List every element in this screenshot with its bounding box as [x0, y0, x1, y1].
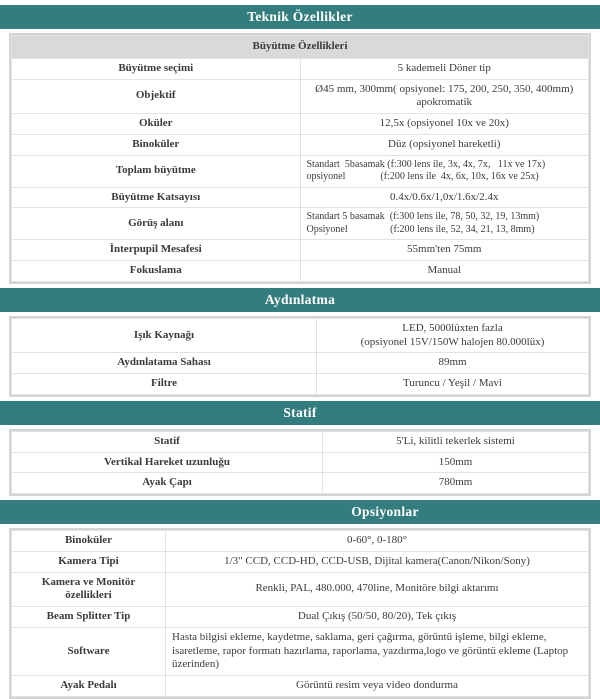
options-spec-table — [9, 528, 591, 699]
spec-label-gorus-alani: Görüş alanı — [12, 208, 300, 239]
spec-label-interpupil-mesafesi: İnterpupil Mesafesi — [12, 240, 300, 260]
illumination-spec-table — [9, 316, 591, 397]
table-row — [12, 319, 588, 353]
table-row — [12, 188, 588, 208]
subheader-buyutme-ozellikleri: Büyütme Özellikleri — [12, 36, 588, 58]
page-title: Teknik Özellikler — [247, 9, 353, 24]
table-row — [12, 473, 588, 493]
spec-label-statif: Statif — [12, 432, 322, 452]
table-row — [12, 261, 588, 281]
section-title: Aydınlatma — [264, 291, 336, 307]
spec-label-aydinlatama-sahasi: Aydınlatama Sahası — [12, 353, 316, 373]
spec-value: 150mm — [323, 453, 588, 473]
table-row — [12, 676, 588, 696]
section-header-statif — [0, 401, 600, 425]
section-title: Statif — [283, 404, 317, 420]
spec-value: Görüntü resim veya video dondurma — [166, 676, 588, 696]
spec-value: Dual Çıkış (50/50, 80/20), Tek çıkış — [166, 607, 588, 627]
spec-value: Renkli, PAL, 480.000, 470line, Monitöre bilgi aktarımı — [166, 573, 588, 607]
spec-value: Standart 5basamak (f:300 lens ile, 3x, 4x, 7x, 11x ve 17x) opsiyonel (f:200 lens ile 4x, 6x, 10x, 16x ve 25x) — [301, 156, 589, 187]
table-row — [12, 240, 588, 260]
section-title: Opsiyonlar — [351, 504, 419, 519]
spec-value: 89mm — [317, 353, 588, 373]
spec-value: Standart 5 basamak (f:300 lens ile, 78, 50, 32, 19, 13mm) Opsiyonel (f:200 lens ile, 52, 34, 21, 13, 8mm) — [301, 208, 589, 239]
spec-label-software: Software — [12, 628, 165, 675]
table-row — [12, 453, 588, 473]
spec-label-binokuler-opsiyon: Binoküler — [12, 531, 165, 551]
spec-label-vertikal-hareket: Vertikal Hareket uzunluğu — [12, 453, 322, 473]
spec-label-filtre: Filtre — [12, 374, 316, 394]
spec-value: 12,5x (opsiyonel 10x ve 20x) — [301, 114, 589, 134]
spec-value: 5'Li, kilitli tekerlek sistemi — [323, 432, 588, 452]
table-row — [12, 80, 588, 114]
table-row-subheader — [12, 36, 588, 58]
magnification-spec-table — [9, 33, 591, 284]
spec-label-beam-splitter: Beam Splitter Tip — [12, 607, 165, 627]
spec-value: Manual — [301, 261, 589, 281]
table-row — [12, 156, 588, 187]
table-row — [12, 59, 588, 79]
table-row — [12, 353, 588, 373]
table-row — [12, 531, 588, 551]
section-header-opsiyonlar — [0, 500, 600, 524]
spec-value: 780mm — [323, 473, 588, 493]
spec-label-toplam-buyutme: Toplam büyütme — [12, 156, 300, 187]
spec-value: Düz (opsiyonel hareketli) — [301, 135, 589, 155]
stand-spec-table — [9, 429, 591, 496]
table-row — [12, 374, 588, 394]
spec-value: Ø45 mm, 300mm( opsiyonel: 175, 200, 250, 350, 400mm) apokromatik — [301, 80, 589, 114]
spec-label-binokuler: Binoküler — [12, 135, 300, 155]
spec-label-ayak-pedali: Ayak Pedalı — [12, 676, 165, 696]
spec-label-buyutme-katsayisi: Büyütme Katsayısı — [12, 188, 300, 208]
spec-label-buyutme-secimi: Büyütme seçimi — [12, 59, 300, 79]
spec-label-okuler: Oküler — [12, 114, 300, 134]
table-row — [12, 607, 588, 627]
table-row — [12, 552, 588, 572]
spec-value: 1/3" CCD, CCD-HD, CCD-USB, Dijital kamera(Canon/Nikon/Sony) — [166, 552, 588, 572]
table-row — [12, 573, 588, 607]
spec-value: LED, 5000lüxten fazla (opsiyonel 15V/150W halojen 80.000lüx) — [317, 319, 588, 353]
spec-label-ayak-capi: Ayak Çapı — [12, 473, 322, 493]
spec-label-kamera-monitor: Kamera ve Monitör özellikleri — [12, 573, 165, 607]
spec-label-objektif: Objektif — [12, 80, 300, 114]
spec-value: Turuncu / Yeşil / Mavi — [317, 374, 588, 394]
table-row — [12, 432, 588, 452]
table-row — [12, 208, 588, 239]
table-row — [12, 114, 588, 134]
spec-label-kamera-tipi: Kamera Tipi — [12, 552, 165, 572]
spec-value: 0-60°, 0-180° — [166, 531, 588, 551]
table-row — [12, 135, 588, 155]
spec-label-fokuslama: Fokuslama — [12, 261, 300, 281]
spec-sheet — [0, 5, 600, 691]
page-title-bar — [0, 5, 600, 29]
spec-value: Hasta bilgisi ekleme, kaydetme, saklama, geri çağırma, görüntü işleme, bilgi ekleme, isaretleme, rapor formatı hazırlama, raporlama, yazdırma,logo ve görüntü ekleme (Laptop üzerinden) — [166, 628, 588, 675]
spec-label-isik-kaynagi: Işık Kaynağı — [12, 319, 316, 353]
table-row — [12, 628, 588, 675]
spec-value: 55mm'ten 75mm — [301, 240, 589, 260]
section-header-aydinlatma — [0, 288, 600, 312]
spec-value: 0.4x/0.6x/1,0x/1.6x/2.4x — [301, 188, 589, 208]
spec-value: 5 kademeli Döner tip — [301, 59, 589, 79]
